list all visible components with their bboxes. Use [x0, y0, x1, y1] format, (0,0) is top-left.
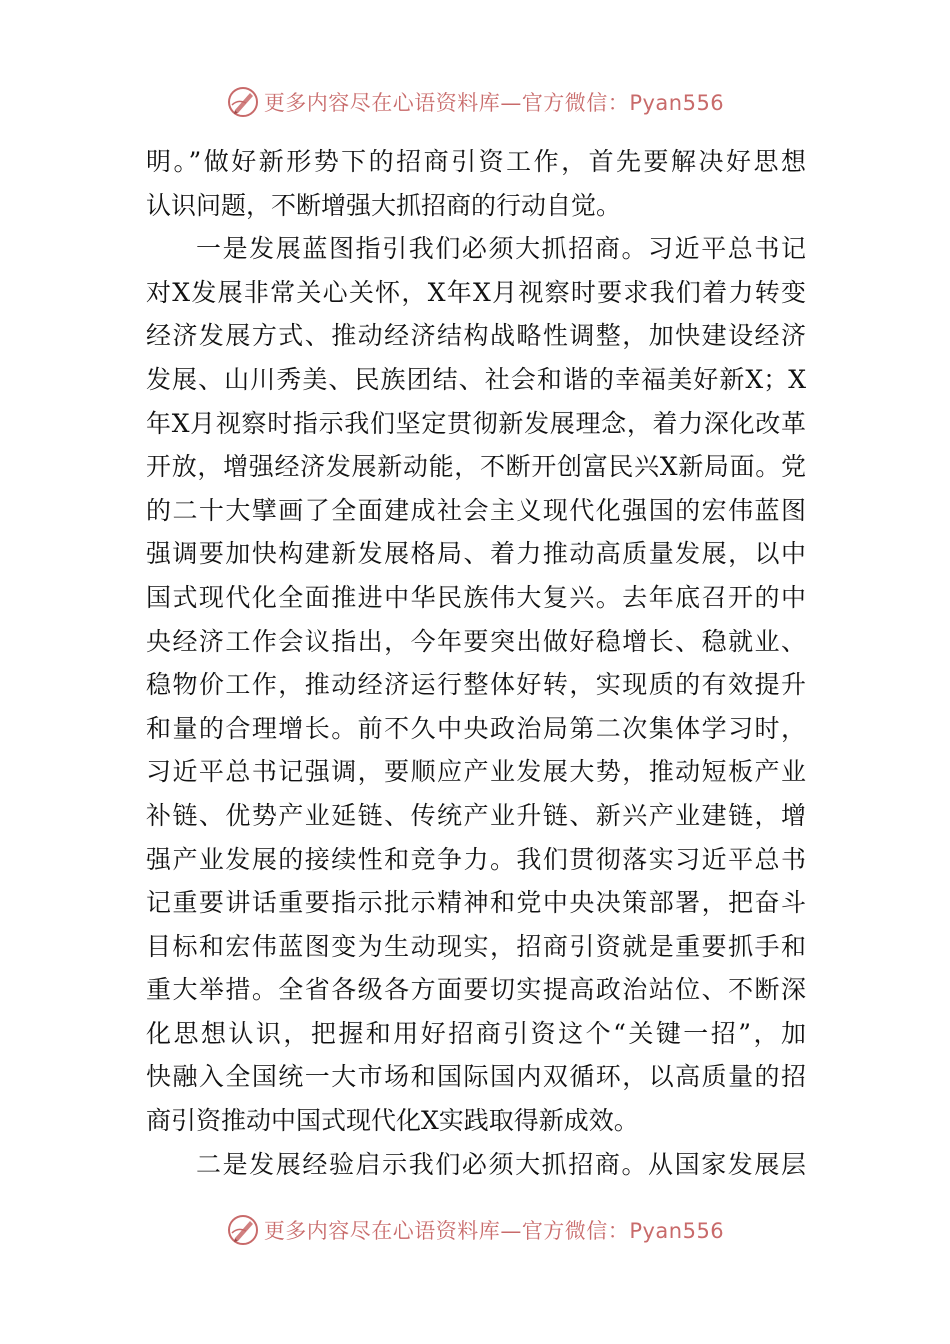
paragraph-line: 一是发展蓝图指引我们必须大抓招商。习近平总书记 [196, 234, 806, 264]
watermark-site: 更多内容尽在心语资料库 [263, 91, 501, 115]
paragraph-line: 目标和宏伟蓝图变为生动现实，招商引资就是重要抓手和 [146, 931, 806, 961]
paragraph-line: 经济发展方式、推动经济结构战略性调整，加快建设经济 [146, 321, 806, 351]
watermark-wechat-id: Pyan556 [629, 1219, 725, 1243]
paragraph [146, 140, 806, 227]
paragraph [146, 227, 806, 1142]
paragraph-line: 的二十大擘画了全面建成社会主义现代化强国的宏伟蓝图 [146, 495, 806, 525]
paragraph-line: 二是发展经验启示我们必须大抓招商。从国家发展层 [196, 1149, 806, 1179]
paragraph-line: 化思想认识，把握和用好招商引资这个“关键一招”，加 [146, 1018, 806, 1048]
paragraph-line: 商引资推动中国式现代化X实践取得新成效。 [146, 1106, 639, 1136]
watermark-site: 更多内容尽在心语资料库 [263, 1219, 501, 1243]
paragraph-line: 发展、山川秀美、民族团结、社会和谐的幸福美好新X；X [146, 364, 806, 394]
paragraph-line: 快融入全国统一大市场和国际国内双循环，以高质量的招 [146, 1062, 806, 1092]
paragraph-line: 国式现代化全面推进中华民族伟大复兴。去年底召开的中 [146, 582, 806, 612]
paragraph-line: 央经济工作会议指出，今年要突出做好稳增长、稳就业、 [146, 626, 806, 656]
paragraph-line: 习近平总书记强调，要顺应产业发展大势，推动短板产业 [146, 757, 806, 787]
pen-logo-icon [226, 85, 260, 119]
paragraph-line: 补链、优势产业延链、传统产业升链、新兴产业建链，增 [146, 800, 806, 830]
paragraph-line: 强调要加快构建新发展格局、着力推动高质量发展，以中 [146, 539, 806, 569]
watermark-label: 官方微信： [521, 91, 630, 115]
paragraph-line: 稳物价工作，推动经济运行整体好转，实现质的有效提升 [146, 670, 806, 700]
watermark-text [264, 87, 724, 117]
pen-logo-icon [226, 1213, 260, 1247]
paragraph-line: 记重要讲话重要指示批示精神和党中央决策部署，把奋斗 [146, 888, 806, 918]
paragraph-line: 对X发展非常关心关怀，X年X月视察时要求我们着力转变 [146, 277, 806, 307]
header-watermark [0, 82, 950, 122]
paragraph-line: 开放，增强经济发展新动能，不断开创富民兴X新局面。党 [146, 452, 806, 482]
watermark-dash: — [500, 1219, 522, 1243]
paragraph-line: 认识问题，不断增强大抓招商的行动自觉。 [146, 190, 622, 220]
footer-watermark [0, 1210, 950, 1250]
watermark-wechat-id: Pyan556 [629, 91, 725, 115]
paragraph-line: 和量的合理增长。前不久中央政治局第二次集体学习时， [146, 713, 806, 743]
paragraph-line: 强产业发展的接续性和竞争力。我们贯彻落实习近平总书 [146, 844, 806, 874]
document-body [146, 140, 806, 1186]
paragraph-line: 重大举措。全省各级各方面要切实提高政治站位、不断深 [146, 975, 806, 1005]
watermark-dash: — [500, 91, 522, 115]
paragraph [146, 1143, 806, 1187]
watermark-text [264, 1215, 724, 1245]
paragraph-line: 年X月视察时指示我们坚定贯彻新发展理念，着力深化改革 [146, 408, 806, 438]
paragraph-line: 明。”做好新形势下的招商引资工作，首先要解决好思想 [146, 147, 806, 176]
watermark-label: 官方微信： [521, 1219, 630, 1243]
